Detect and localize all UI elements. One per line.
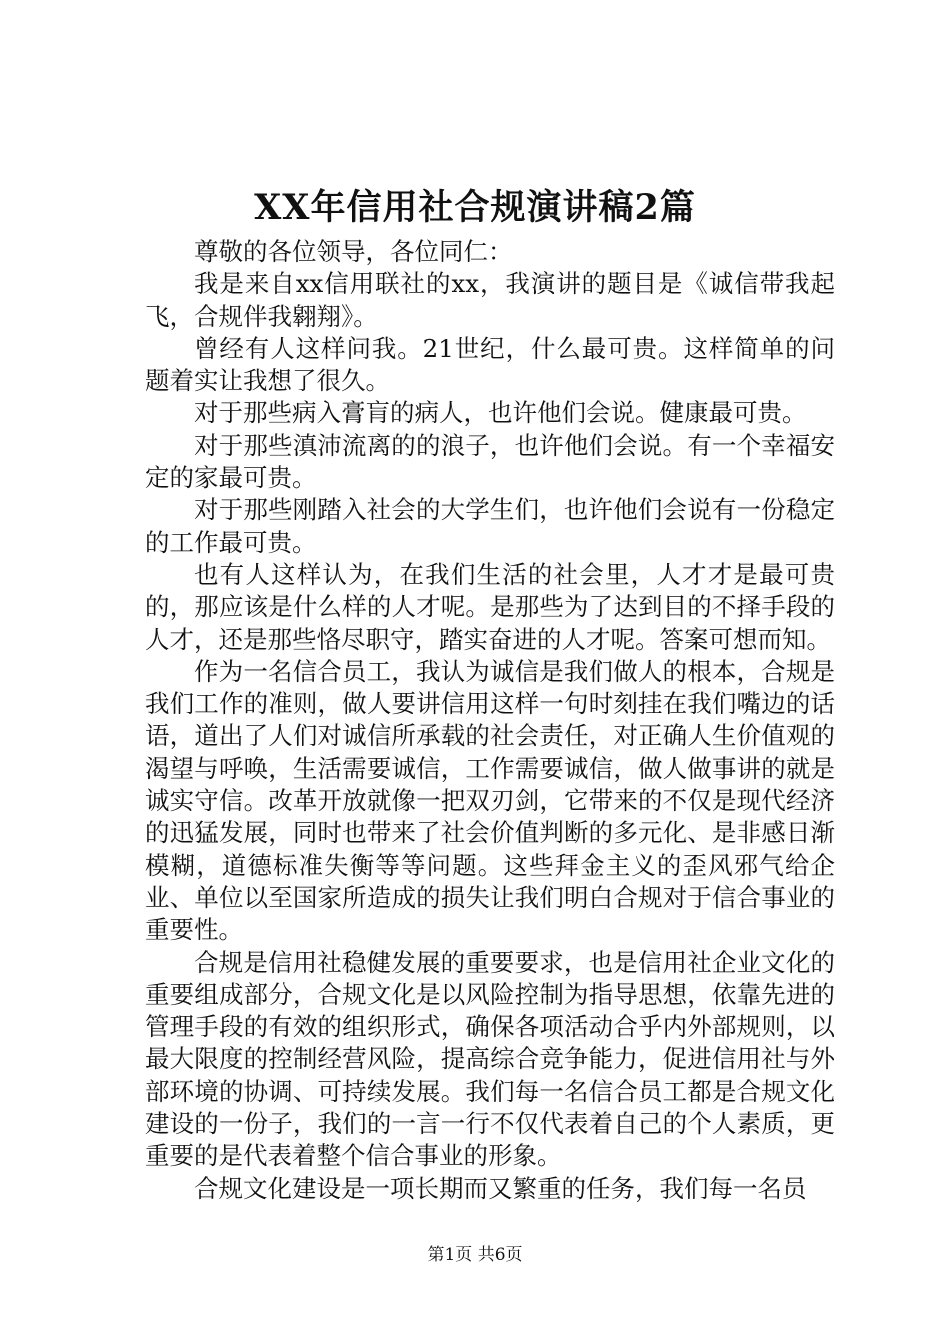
paragraph-question: 曾经有人这样问我。21世纪，什么最可贵。这样简单的问题着实让我想了很久。 — [145, 333, 835, 396]
page-footer: 第1页 共6页 — [427, 1245, 523, 1265]
document-title: XX年信用社合规演讲稿2篇 — [254, 187, 696, 228]
paragraph-patients: 对于那些病入膏肓的病人，也许他们会说。健康最可贵。 — [194, 398, 807, 428]
paragraph-graduates: 对于那些刚踏入社会的大学生们，也许他们会说有一份稳定的工作最可贵。 — [145, 495, 835, 557]
paragraph-compliance: 合规是信用社稳健发展的重要要求，也是信用社企业文化的重要组成部分，合规文化是以风险控制为指导思想，依靠先进的管理手段的有效的组织形式，确保各项活动合乎内外部规则，以最大限度的控制经营风险，提高综合竞争能力，促进信用社与外部环境的协调、可持续发展。我们每一名信合员工都是合规文化建设的一份子，我们的一言一行不仅代表着自己的个人素质，更重要的是代表着整个信合事业的形象。 — [145, 947, 835, 1171]
paragraph-intro: 我是来自xx信用联社的xx，我演讲的题目是《诚信带我起飞，合规伴我翱翔》。 — [145, 269, 835, 331]
paragraph-talent: 也有人这样认为，在我们生活的社会里，人才才是最可贵的，那应该是什么样的人才呢。是那些为了达到目的不择手段的人才，还是那些恪尽职守，踏实奋进的人才呢。答案可想而知。 — [145, 559, 835, 654]
paragraph-wanderers: 对于那些滇沛流离的的浪子，也许他们会说。有一个幸福安定的家最可贵。 — [145, 430, 835, 493]
paragraph-salutation: 尊敬的各位领导，各位同仁： — [194, 237, 513, 266]
paragraph-integrity: 作为一名信合员工，我认为诚信是我们做人的根本，合规是我们工作的准则，做人要讲信用这样一句时刻挂在我们嘴边的话语，道出了人们对诚信所承载的社会责任，对正确人生价值观的渴望与呼唤，生活需要诚信，工作需要诚信，做人做事讲的就是诚实守信。改革开放就像一把双刃剑，它带来的不仅是现代经济的迅猛发展，同时也带来了社会价值判断的多元化、是非感日渐模糊，道德标准失衡等等问题。这些拜金主义的歪风邪气给企业、单位以至国家所造成的损失让我们明白合规对于信合事业的重要性。 — [145, 656, 835, 945]
document-body — [145, 236, 835, 1205]
paragraph-culture: 合规文化建设是一项长期而又繁重的任务，我们每一名员 — [194, 1173, 807, 1203]
